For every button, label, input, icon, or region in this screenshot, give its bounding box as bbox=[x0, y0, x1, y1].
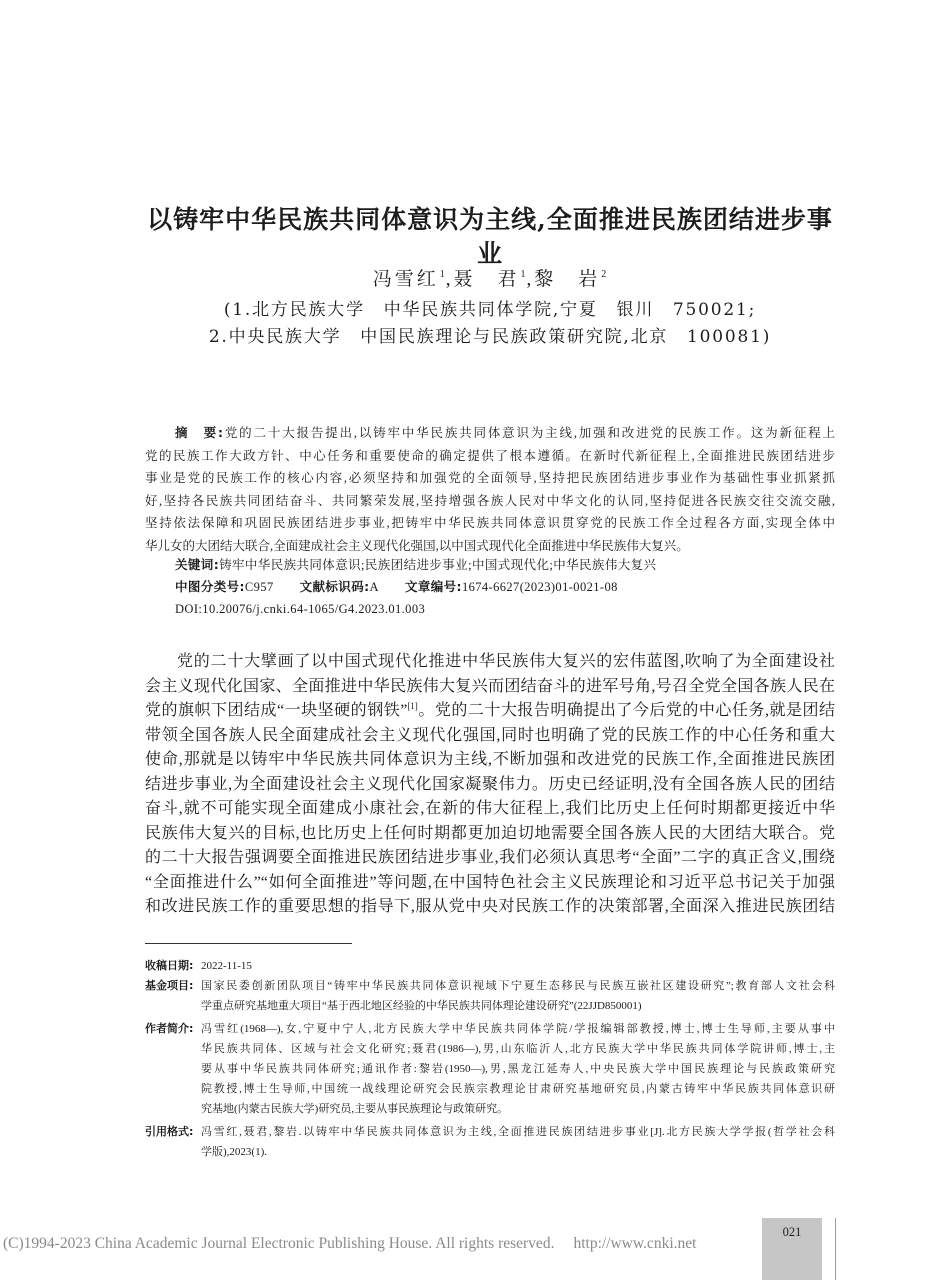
abstract-line: 事业是党的民族工作的核心内容,必须坚持和加强党的全面领导,坚持把民族团结进步事业作为基础性事业抓紧抓 bbox=[145, 471, 835, 485]
footnotes bbox=[145, 956, 835, 1162]
doi-label: DOI: bbox=[175, 602, 203, 616]
footnote-line: 要从事中华民族共同体研究;通讯作者:黎岩(1950—),男,黑龙江延寿人,中央民族大学中国民族理论与民族政策研究 bbox=[201, 1063, 835, 1075]
abstract-line: 党的民族工作大政方针、中心任务和重要使命的确定提供了根本遵循。在新时代新征程上,全面推进民族团结进步 bbox=[145, 448, 835, 463]
author-name: 黎 岩 bbox=[534, 269, 601, 290]
author-affiliation-number: 1 bbox=[439, 269, 445, 280]
abstract bbox=[145, 422, 835, 557]
document-code-label: 文献标识码: bbox=[299, 579, 370, 594]
body-line: 带领全国各族人民全面建成社会主义现代化强国,同时也明确了党的民族工作的中心任务和重大 bbox=[145, 726, 835, 744]
body-line: 党的二十大擘画了以中国式现代化推进中华民族伟大复兴的宏伟蓝图,吹响了为全面建设社 bbox=[177, 653, 835, 670]
footnote-line: 冯雪红,聂君,黎岩.以铸牢中华民族共同体意识为主线,全面推进民族团结进步事业[J].北方民族大学学报(哲学社会科 bbox=[201, 1126, 835, 1138]
abstract-line: 坚持依法保障和巩固民族团结进步事业,把铸牢中华民族共同体意识贯穿党的民族工作全过程各方面,实现全体中 bbox=[145, 516, 835, 530]
classification-line bbox=[175, 576, 835, 598]
article-title: 以铸牢中华民族共同体意识为主线,全面推进民族团结进步事业 bbox=[147, 205, 833, 268]
footnote-line: 学版),2023(1). bbox=[201, 1146, 267, 1158]
document-code-value: A bbox=[369, 580, 379, 594]
abstract-label: 摘 要: bbox=[175, 425, 224, 440]
affiliation-line: (1.北方民族大学 中华民族共同体学院,宁夏 银川 750021; bbox=[223, 300, 757, 320]
body-line bbox=[145, 699, 835, 724]
keywords-line bbox=[175, 554, 835, 576]
author-affiliation-number: 2 bbox=[601, 269, 607, 280]
abstract-text: 党的二十大报告提出,以铸牢中华民族共同体意识为主线,加强和改进党的民族工作。这为新征程上 bbox=[223, 426, 835, 440]
body-line: 使命,那就是以铸牢中华民族共同体意识为主线,不断加强和改进党的民族工作,全面推进民族团 bbox=[145, 751, 835, 768]
footnote-citation-format bbox=[145, 1122, 835, 1162]
footnote-label: 收稿日期: bbox=[145, 959, 194, 972]
footnote-line: 华民族共同体、区域与社会文化研究;聂君(1986—),男,山东临沂人,北方民族大学中华民族共同体学院讲师,博士,主 bbox=[201, 1043, 835, 1055]
abstract-line: 好,坚持各民族共同团结奋斗、共同繁荣发展,坚持增强各族人民对中华文化的认同,坚持促进各民族交往交流交融, bbox=[145, 493, 835, 508]
doi-line bbox=[175, 598, 835, 620]
body-line: 和改进民族工作的重要思想的指导下,服从党中央对民族工作的决策部署,全面深入推进民族团结 bbox=[145, 898, 835, 915]
footnote-content bbox=[201, 976, 835, 1016]
author-name: 聂 君 bbox=[453, 269, 520, 290]
article-number-value: 1674-6627(2023)01-0021-08 bbox=[461, 580, 618, 594]
footnote-separator bbox=[145, 943, 352, 944]
footnote-line: 冯雪红(1968—),女,宁夏中宁人,北方民族大学中华民族共同体学院/学报编辑部教授,博士,博士生导师,主要从事中 bbox=[201, 1023, 835, 1035]
body-line: 的二十大报告强调要全面推进民族团结进步事业,我们必须认真思考“全面”二字的真正含义,围绕 bbox=[145, 849, 835, 866]
page-number-box bbox=[762, 1218, 822, 1280]
body-line: “全面推进什么”“如何全面推进”等问题,在中国特色社会主义民族理论和习近平总书记关于加强 bbox=[145, 873, 835, 891]
footnote-line: 国家民委创新团队项目“铸牢中华民族共同体意识视域下宁夏生态移民与民族互嵌社区建设研究”;教育部人文社会科 bbox=[201, 980, 835, 992]
footnote-received-date bbox=[145, 956, 835, 976]
author-affiliation-number: 1 bbox=[520, 269, 526, 280]
footnote-label: 作者简介: bbox=[145, 1022, 194, 1035]
abstract-line: 华儿女的大团结大联合,全面建成社会主义现代化强国,以中国式现代化全面推进中华民族伟大复兴。 bbox=[145, 538, 689, 553]
keywords-text: 铸牢中华民族共同体意识;民族团结进步事业;中国式现代化;中华民族伟大复兴 bbox=[219, 558, 657, 572]
footnote-author-bio bbox=[145, 1019, 835, 1119]
doi-value: 10.20076/j.cnki.64-1065/G4.2023.01.003 bbox=[202, 602, 426, 616]
article-metadata bbox=[175, 554, 835, 620]
body-line: 会主义现代化国家、全面推进中华民族伟大复兴而团结奋斗的进军号角,号召全党全国各族人民在 bbox=[145, 677, 835, 695]
footnote-content bbox=[201, 1122, 835, 1162]
footnote-content bbox=[201, 1019, 835, 1119]
cnki-url: http://www.cnki.net bbox=[573, 1235, 697, 1252]
footnote-content bbox=[201, 956, 835, 976]
body-line: 民族伟大复兴的目标,也比历史上任何时期都更加迫切地需要全国各族人民的大团结大联合。党 bbox=[145, 824, 835, 842]
footnote-label: 基金项目: bbox=[145, 979, 194, 992]
footnote-line: 2022-11-15 bbox=[201, 960, 252, 972]
footnote-line: 究基地(内蒙古民族大学)研究员,主要从事民族理论与政策研究。 bbox=[201, 1103, 509, 1115]
body-line-text: 党的旗帜下团结成“一块坚硬的钢铁” bbox=[145, 702, 408, 719]
clc-value: C957 bbox=[244, 580, 274, 594]
article-number-label: 文章编号: bbox=[404, 579, 462, 594]
margin-rule bbox=[835, 1218, 836, 1280]
author-list bbox=[145, 266, 835, 294]
abstract-line bbox=[145, 422, 835, 445]
footnote-line: 院教授,博士生导师,中国统一战线理论研究会民族宗教理论甘肃研究基地研究员,内蒙古铸牢中华民族共同体意识研 bbox=[201, 1083, 835, 1095]
page-number: 021 bbox=[782, 1225, 802, 1239]
footnote-funding bbox=[145, 976, 835, 1016]
affiliation-line: 2.中央民族大学 中国民族理论与民族政策研究院,北京 100081) bbox=[208, 327, 772, 347]
copyright-watermark bbox=[3, 1233, 696, 1255]
body-line: 结进步事业,为全面建设社会主义现代化国家凝聚伟力。历史已经证明,没有全国各族人民的团结 bbox=[145, 775, 835, 793]
author-separator: , bbox=[526, 269, 535, 290]
keywords-label: 关键词: bbox=[175, 557, 220, 572]
body-line-text: 。党的二十大报告明确提出了今后党的中心任务,就是团结 bbox=[417, 702, 835, 719]
author-separator: , bbox=[445, 269, 454, 290]
footnote-line: 学重点研究基地重大项目“基于西北地区经验的中华民族共同体理论建设研究”(22JJD850001) bbox=[201, 1000, 642, 1012]
citation-reference: [1] bbox=[407, 701, 418, 711]
clc-label: 中图分类号: bbox=[175, 579, 245, 594]
footnote-label: 引用格式: bbox=[145, 1125, 194, 1138]
body-line: 奋斗,就不可能实现全面建成小康社会,在新的伟大征程上,我们比历史上任何时期都更接近中华 bbox=[145, 800, 835, 817]
body-text bbox=[145, 650, 835, 920]
copyright-text: (C)1994-2023 China Academic Journal Electronic Publishing House. All rights reserved. bbox=[3, 1235, 555, 1252]
author-name: 冯雪红 bbox=[372, 269, 439, 290]
